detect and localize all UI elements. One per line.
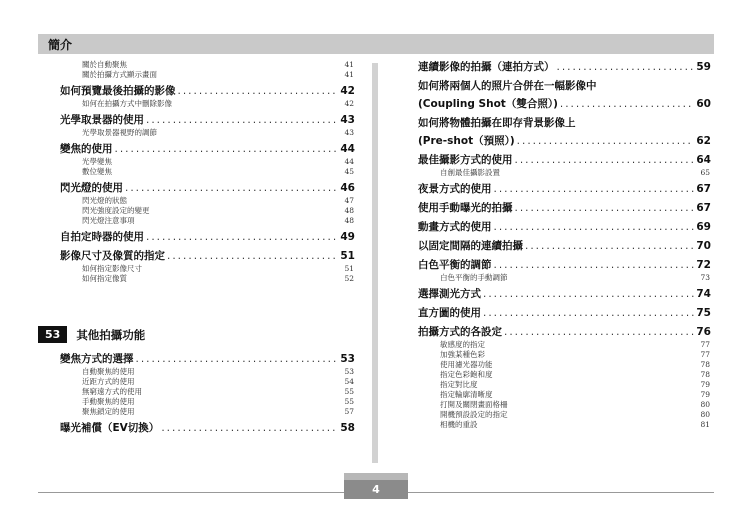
- toc-subentry-title: 如何指定影像尺寸: [82, 264, 142, 273]
- toc-subentry-page: 42: [344, 99, 354, 108]
- toc-subentry[interactable]: [60, 397, 355, 407]
- toc-entry-page: 44: [340, 143, 355, 155]
- toc-subentry-page: 81: [700, 420, 710, 429]
- toc-subentry-title: 數位變焦: [82, 167, 112, 176]
- toc-entry-title: 選擇測光方式: [418, 288, 481, 300]
- toc-subentry[interactable]: [418, 360, 711, 370]
- toc-entry[interactable]: [418, 258, 711, 273]
- toc-entry[interactable]: [418, 153, 711, 168]
- toc-subentry-title: 自動聚焦的使用: [82, 367, 135, 376]
- toc-entry-title: 影像尺寸及像質的指定: [60, 250, 165, 262]
- leader-dots: [560, 97, 695, 112]
- toc-entry-page: 51: [340, 250, 355, 262]
- toc-subentry-page: 45: [344, 167, 354, 176]
- toc-entry-title: (Coupling Shot（雙合照）): [418, 98, 558, 110]
- leader-dots: [115, 142, 339, 157]
- toc-entry-title: 使用手動曝光的拍攝: [418, 202, 513, 214]
- toc-entry-page: 53: [340, 353, 355, 365]
- toc-entry[interactable]: [60, 352, 355, 367]
- toc-subentry-title: 手動聚焦的使用: [82, 397, 135, 406]
- toc-entry-page: 67: [696, 183, 711, 195]
- toc-subentry-page: 52: [344, 274, 354, 283]
- toc-entry[interactable]: [60, 249, 355, 264]
- toc-entry-page: 70: [696, 240, 711, 252]
- leader-dots: [517, 134, 695, 149]
- toc-subentry-title: 相機的重設: [440, 420, 478, 429]
- toc-entry-page: 60: [696, 98, 711, 110]
- toc-subentry[interactable]: [60, 216, 355, 226]
- toc-subentry-page: 57: [344, 407, 354, 416]
- toc-entry-page: 58: [340, 422, 355, 434]
- toc-subentry-title: 光學取景器視野的調節: [82, 128, 157, 137]
- leader-dots: [161, 421, 338, 436]
- leader-dots: [178, 84, 339, 99]
- toc-subentry-title: 開機預設設定的指定: [440, 410, 508, 419]
- toc-left-bottom: [60, 352, 355, 436]
- page-tab-top: [344, 473, 408, 480]
- leader-dots: [136, 352, 339, 367]
- chapter-heading: [38, 326, 145, 343]
- toc-subentry-page: 78: [700, 360, 710, 369]
- toc-subentry-page: 51: [344, 264, 354, 273]
- toc-subentry-title: 關於拍攝方式顯示畫面: [82, 70, 157, 79]
- toc-entry-page: 69: [696, 221, 711, 233]
- toc-subentry-page: 41: [344, 70, 354, 79]
- toc-subentry-page: 41: [344, 60, 354, 69]
- page-number: 4: [344, 480, 408, 499]
- leader-dots: [494, 258, 695, 273]
- toc-entry-page: 42: [340, 85, 355, 97]
- toc-entry-title: 白色平衡的調節: [418, 259, 492, 271]
- toc-subentry-title: 閃光強度設定的變更: [82, 206, 150, 215]
- toc-subentry[interactable]: [60, 407, 355, 417]
- toc-subentry-title: 光學變焦: [82, 157, 112, 166]
- chapter-title: 其他拍攝功能: [76, 327, 146, 342]
- leader-dots: [125, 181, 338, 196]
- toc-subentry-page: 43: [344, 128, 354, 137]
- toc-subentry-page: 65: [700, 168, 710, 177]
- toc-subentry[interactable]: [60, 367, 355, 377]
- toc-subentry-page: 55: [344, 397, 354, 406]
- leader-dots: [146, 113, 338, 128]
- toc-entry-title: 直方圖的使用: [418, 307, 481, 319]
- toc-entry-page: 43: [340, 114, 355, 126]
- toc-subentry-title: 無窮遠方式的使用: [82, 387, 142, 396]
- toc-subentry[interactable]: [418, 390, 711, 400]
- toc-entry-title: 閃光燈的使用: [60, 182, 123, 194]
- toc-entry-page: 46: [340, 182, 355, 194]
- toc-subentry[interactable]: [418, 400, 711, 410]
- toc-right: [418, 60, 711, 430]
- leader-dots: [483, 306, 694, 321]
- toc-entry-title: 光學取景器的使用: [60, 114, 144, 126]
- toc-subentry[interactable]: [60, 264, 355, 274]
- toc-subentry[interactable]: [60, 157, 355, 167]
- toc-entry[interactable]: [418, 201, 711, 216]
- toc-subentry[interactable]: [60, 274, 355, 284]
- toc-subentry-page: 80: [700, 400, 710, 409]
- toc-entry[interactable]: [418, 134, 711, 149]
- toc-subentry-title: 聚焦鎖定的使用: [82, 407, 135, 416]
- toc-subentry-page: 80: [700, 410, 710, 419]
- toc-entry-title: 拍攝方式的各設定: [418, 326, 502, 338]
- toc-subentry-title: 自創最佳攝影設置: [440, 168, 500, 177]
- toc-subentry[interactable]: [60, 206, 355, 216]
- toc-subentry[interactable]: [60, 167, 355, 177]
- toc-subentry[interactable]: [60, 60, 355, 70]
- toc-subentry[interactable]: [418, 370, 711, 380]
- toc-entry[interactable]: [418, 60, 711, 75]
- toc-entry[interactable]: [418, 182, 711, 197]
- toc-subentry-title: 如何指定像質: [82, 274, 127, 283]
- toc-entry[interactable]: [60, 84, 355, 99]
- toc-entry-page: 62: [696, 135, 711, 147]
- toc-entry-title: 如何預覽最後拍攝的影像: [60, 85, 176, 97]
- toc-subentry[interactable]: [418, 420, 711, 430]
- toc-subentry-page: 44: [344, 157, 354, 166]
- toc-subentry-page: 78: [700, 370, 710, 379]
- toc-entry-title: 最佳攝影方式的使用: [418, 154, 513, 166]
- toc-entry[interactable]: [418, 220, 711, 235]
- toc-subentry-title: 指定輪廓清晰度: [440, 390, 493, 399]
- toc-subentry[interactable]: [60, 128, 355, 138]
- toc-subentry-page: 55: [344, 387, 354, 396]
- toc-subentry-page: 77: [700, 350, 710, 359]
- toc-subentry-page: 79: [700, 380, 710, 389]
- toc-entry-page: 72: [696, 259, 711, 271]
- toc-entry[interactable]: [60, 230, 355, 245]
- toc-subentry[interactable]: [60, 99, 355, 109]
- toc-subentry-page: 53: [344, 367, 354, 376]
- toc-entry-title: 變焦方式的選擇: [60, 353, 134, 365]
- toc-entry-title: 自拍定時器的使用: [60, 231, 144, 243]
- toc-subentry-title: 敏感度的指定: [440, 340, 485, 349]
- toc-entry[interactable]: [418, 287, 711, 302]
- toc-subentry[interactable]: [60, 196, 355, 206]
- leader-dots: [504, 325, 694, 340]
- toc-entry-title: 變焦的使用: [60, 143, 113, 155]
- toc-subentry-page: 48: [344, 206, 354, 215]
- toc-subentry-page: 47: [344, 196, 354, 205]
- toc-entry-title: (Pre-shot（預照）): [418, 135, 515, 147]
- toc-subentry-title: 閃光燈的狀態: [82, 196, 127, 205]
- toc-entry[interactable]: [60, 113, 355, 128]
- header-title: 簡介: [48, 38, 73, 52]
- toc-subentry[interactable]: [60, 377, 355, 387]
- toc-entry-title-line: 如何將兩個人的照片合併在一幅影像中: [418, 80, 597, 92]
- toc-subentry[interactable]: [418, 380, 711, 390]
- toc-subentry-title: 加強某種色彩: [440, 350, 485, 359]
- toc-subentry-title: 近距方式的使用: [82, 377, 135, 386]
- toc-entry-page: 64: [696, 154, 711, 166]
- toc-subentry[interactable]: [418, 168, 711, 178]
- toc-subentry[interactable]: [418, 350, 711, 360]
- toc-subentry-page: 77: [700, 340, 710, 349]
- leader-dots: [494, 220, 695, 235]
- leader-dots: [525, 239, 694, 254]
- toc-subentry-page: 54: [344, 377, 354, 386]
- toc-entry-page: 49: [340, 231, 355, 243]
- toc-subentry-title: 如何在拍攝方式中刪除影像: [82, 99, 172, 108]
- leader-dots: [494, 182, 695, 197]
- toc-entry-title: 動畫方式的使用: [418, 221, 492, 233]
- toc-entry-title: 連續影像的拍攝（連拍方式）: [418, 61, 555, 73]
- toc-subentry-title: 閃光燈注意事項: [82, 216, 135, 225]
- toc-subentry-page: 79: [700, 390, 710, 399]
- toc-subentry[interactable]: [60, 70, 355, 80]
- toc-subentry-title: 指定對比度: [440, 380, 478, 389]
- toc-left-top: [60, 60, 355, 284]
- leader-dots: [515, 153, 695, 168]
- chapter-number: 53: [38, 326, 67, 343]
- toc-entry-page: 75: [696, 307, 711, 319]
- toc-entry-title: 以固定間隔的連續拍攝: [418, 240, 523, 252]
- toc-subentry-title: 使用濾光器功能: [440, 360, 493, 369]
- toc-subentry-title: 白色平衡的手動調節: [440, 273, 508, 282]
- toc-entry-title-line: 如何將物體拍攝在即存背景影像上: [418, 117, 576, 129]
- toc-subentry-title: 指定色彩飽和度: [440, 370, 493, 379]
- toc-entry-page: 76: [696, 326, 711, 338]
- toc-subentry[interactable]: [418, 340, 711, 350]
- toc-entry-title: 夜景方式的使用: [418, 183, 492, 195]
- toc-subentry[interactable]: [418, 410, 711, 420]
- header-bar: [38, 34, 714, 54]
- toc-entry[interactable]: [60, 142, 355, 157]
- leader-dots: [146, 230, 338, 245]
- toc-entry[interactable]: [418, 97, 711, 112]
- toc-entry-page: 67: [696, 202, 711, 214]
- toc-subentry-page: 48: [344, 216, 354, 225]
- leader-dots: [515, 201, 695, 216]
- leader-dots: [167, 249, 338, 264]
- toc-entry[interactable]: [418, 239, 711, 254]
- toc-entry[interactable]: [418, 306, 711, 321]
- toc-subentry[interactable]: [418, 273, 711, 283]
- toc-subentry-page: 73: [700, 273, 710, 282]
- toc-entry-page: 59: [696, 61, 711, 73]
- toc-subentry-title: 打開及關閉畫面格柵: [440, 400, 508, 409]
- toc-entry-page: 74: [696, 288, 711, 300]
- column-divider: [372, 63, 378, 463]
- leader-dots: [483, 287, 694, 302]
- toc-entry[interactable]: [60, 181, 355, 196]
- toc-subentry-title: 關於自動聚焦: [82, 60, 127, 69]
- leader-dots: [557, 60, 695, 75]
- toc-subentry[interactable]: [60, 387, 355, 397]
- toc-entry[interactable]: [418, 325, 711, 340]
- toc-entry-title: 曝光補償（EV切換）: [60, 422, 160, 434]
- toc-entry[interactable]: [60, 421, 355, 436]
